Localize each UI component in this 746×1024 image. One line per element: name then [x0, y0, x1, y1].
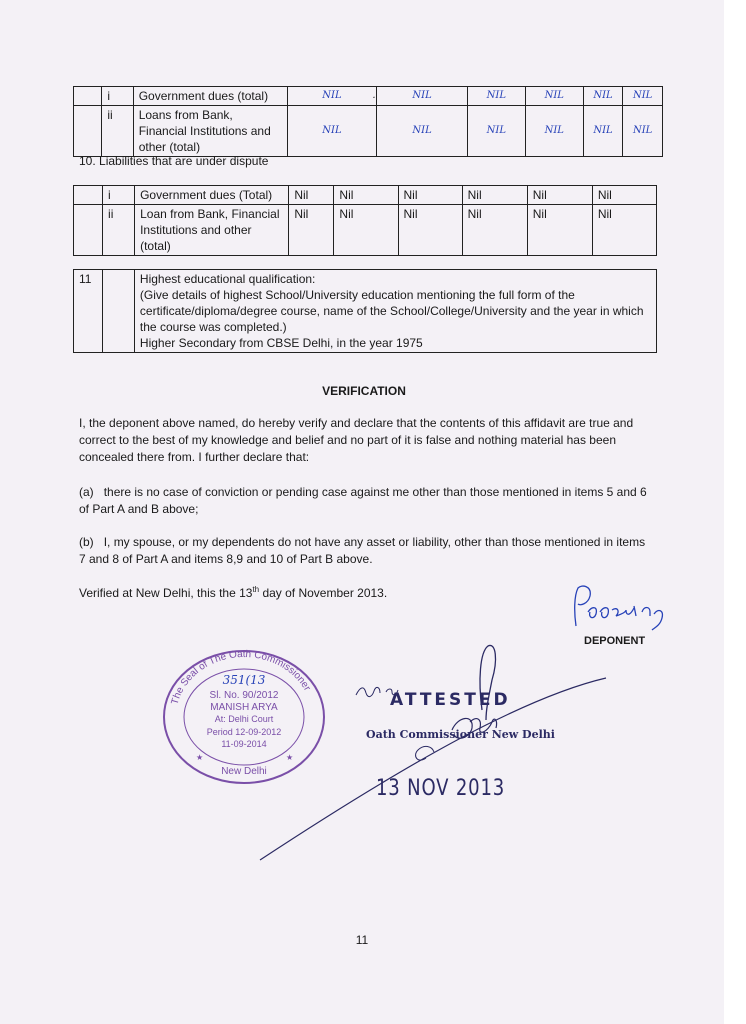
cell-value: Nil: [398, 186, 462, 205]
education-heading: Highest educational qualification:: [139, 272, 316, 286]
seal-ring-text: The Seal of The Oath Commissioner: [169, 648, 313, 706]
handwritten-value: NIL: [467, 106, 525, 157]
row-number: 11: [74, 270, 103, 353]
item-a-label: (a): [79, 485, 94, 499]
item-b-text: I, my spouse, or my dependents do not have any asset or liability, other than those mentioned in items 7 and 8 of Part A and items 8,9 and 10 of Part B above.: [79, 535, 646, 566]
handwritten-value: NIL: [583, 87, 623, 106]
attestation-signature: [256, 640, 616, 865]
cell-value: Nil: [592, 205, 656, 256]
liabilities-table: [73, 86, 663, 157]
cell-value: Nil: [398, 205, 462, 256]
education-answer: Higher Secondary from CBSE Delhi, in the year 1975: [139, 336, 423, 350]
cell-value: Nil: [334, 186, 398, 205]
verified-line: Verified at New Delhi, this the 13th day of November 2013.: [79, 585, 388, 600]
row-number: ii: [103, 205, 135, 256]
seal-court: At: Delhi Court: [214, 714, 274, 724]
row-label: Loans from Bank, Financial Institutions and other (total): [133, 106, 287, 157]
cell-value: Nil: [289, 205, 334, 256]
handwritten-value: NIL: [287, 106, 377, 157]
seal-period: Period 12-09-2012: [206, 727, 282, 737]
education-instruction: (Give details of highest School/University education mentioning the full form of the certificate/diploma/degree course, name of the School/College/University and the year in which the course was completed.): [139, 288, 644, 334]
cell-value: Nil: [592, 186, 656, 205]
handwritten-value: NIL: [525, 106, 583, 157]
cell-value: Nil: [462, 186, 527, 205]
table-row: [74, 87, 663, 106]
verification-item-a: [79, 484, 655, 518]
verification-paragraph: I, the deponent above named, do hereby verify and declare that the contents of this affidavit are true and correct to the best of my knowledge and belief and no part of it is false and nothing material has been concealed there from. I further declare that:: [79, 416, 634, 464]
seal-city: New Delhi: [221, 766, 267, 777]
cell-value: Nil: [527, 205, 592, 256]
item-a-text: there is no case of conviction or pending case against me other than those mentioned in items 5 and 6 of Part A and B above;: [79, 485, 647, 516]
row-label: Government dues (Total): [135, 186, 289, 205]
handwritten-value: NIL: [583, 106, 623, 157]
education-table: [73, 269, 657, 353]
row-label: Government dues (total): [133, 87, 287, 106]
cell-value: Nil: [289, 186, 334, 205]
star-icon: ★: [286, 753, 294, 762]
table-row: [74, 205, 657, 256]
row-number: i: [102, 87, 133, 106]
verification-item-b: [79, 534, 655, 568]
seal-period-end: 11-09-2014: [221, 739, 267, 749]
seal-serial: Sl. No. 90/2012: [209, 690, 279, 701]
disputed-liabilities-table: [73, 185, 657, 256]
item-10-heading: 10. Liabilities that are under dispute: [79, 154, 269, 168]
deponent-signature: [568, 582, 668, 632]
table-row: [74, 186, 657, 205]
cell-value: Nil: [527, 186, 592, 205]
cell-value: Nil: [462, 205, 527, 256]
verification-title: VERIFICATION: [322, 384, 406, 398]
seal-handwritten-number: 351(13: [222, 673, 266, 687]
row-number: ii: [102, 106, 133, 157]
attested-stamp: ATTESTED: [390, 690, 511, 710]
item-b-label: (b): [79, 535, 94, 549]
page-edge: [724, 0, 746, 1024]
table-row: [74, 106, 663, 157]
handwritten-value: NIL: [525, 87, 583, 106]
handwritten-value: NIL: [623, 106, 663, 157]
page-number: 11: [355, 933, 369, 947]
attest-date: 13 NOV 2013: [376, 776, 506, 801]
handwritten-value: NIL: [377, 106, 468, 157]
stray-dot: .: [372, 90, 376, 101]
table-row: [74, 270, 657, 353]
handwritten-value: . NIL: [377, 87, 468, 106]
handwritten-value: NIL: [623, 87, 663, 106]
attest-commissioner-title: Oath Commissioner New Delhi: [366, 728, 555, 741]
row-number: i: [103, 186, 135, 205]
cell-value: Nil: [334, 205, 398, 256]
deponent-label: DEPONENT: [584, 635, 646, 647]
handwritten-value: NIL: [467, 87, 525, 106]
handwritten-value: NIL: [287, 87, 377, 106]
star-icon: ★: [196, 753, 204, 762]
seal-name: MANISH ARYA: [210, 702, 278, 713]
row-label: Loan from Bank, Financial Institutions and other (total): [135, 205, 289, 256]
